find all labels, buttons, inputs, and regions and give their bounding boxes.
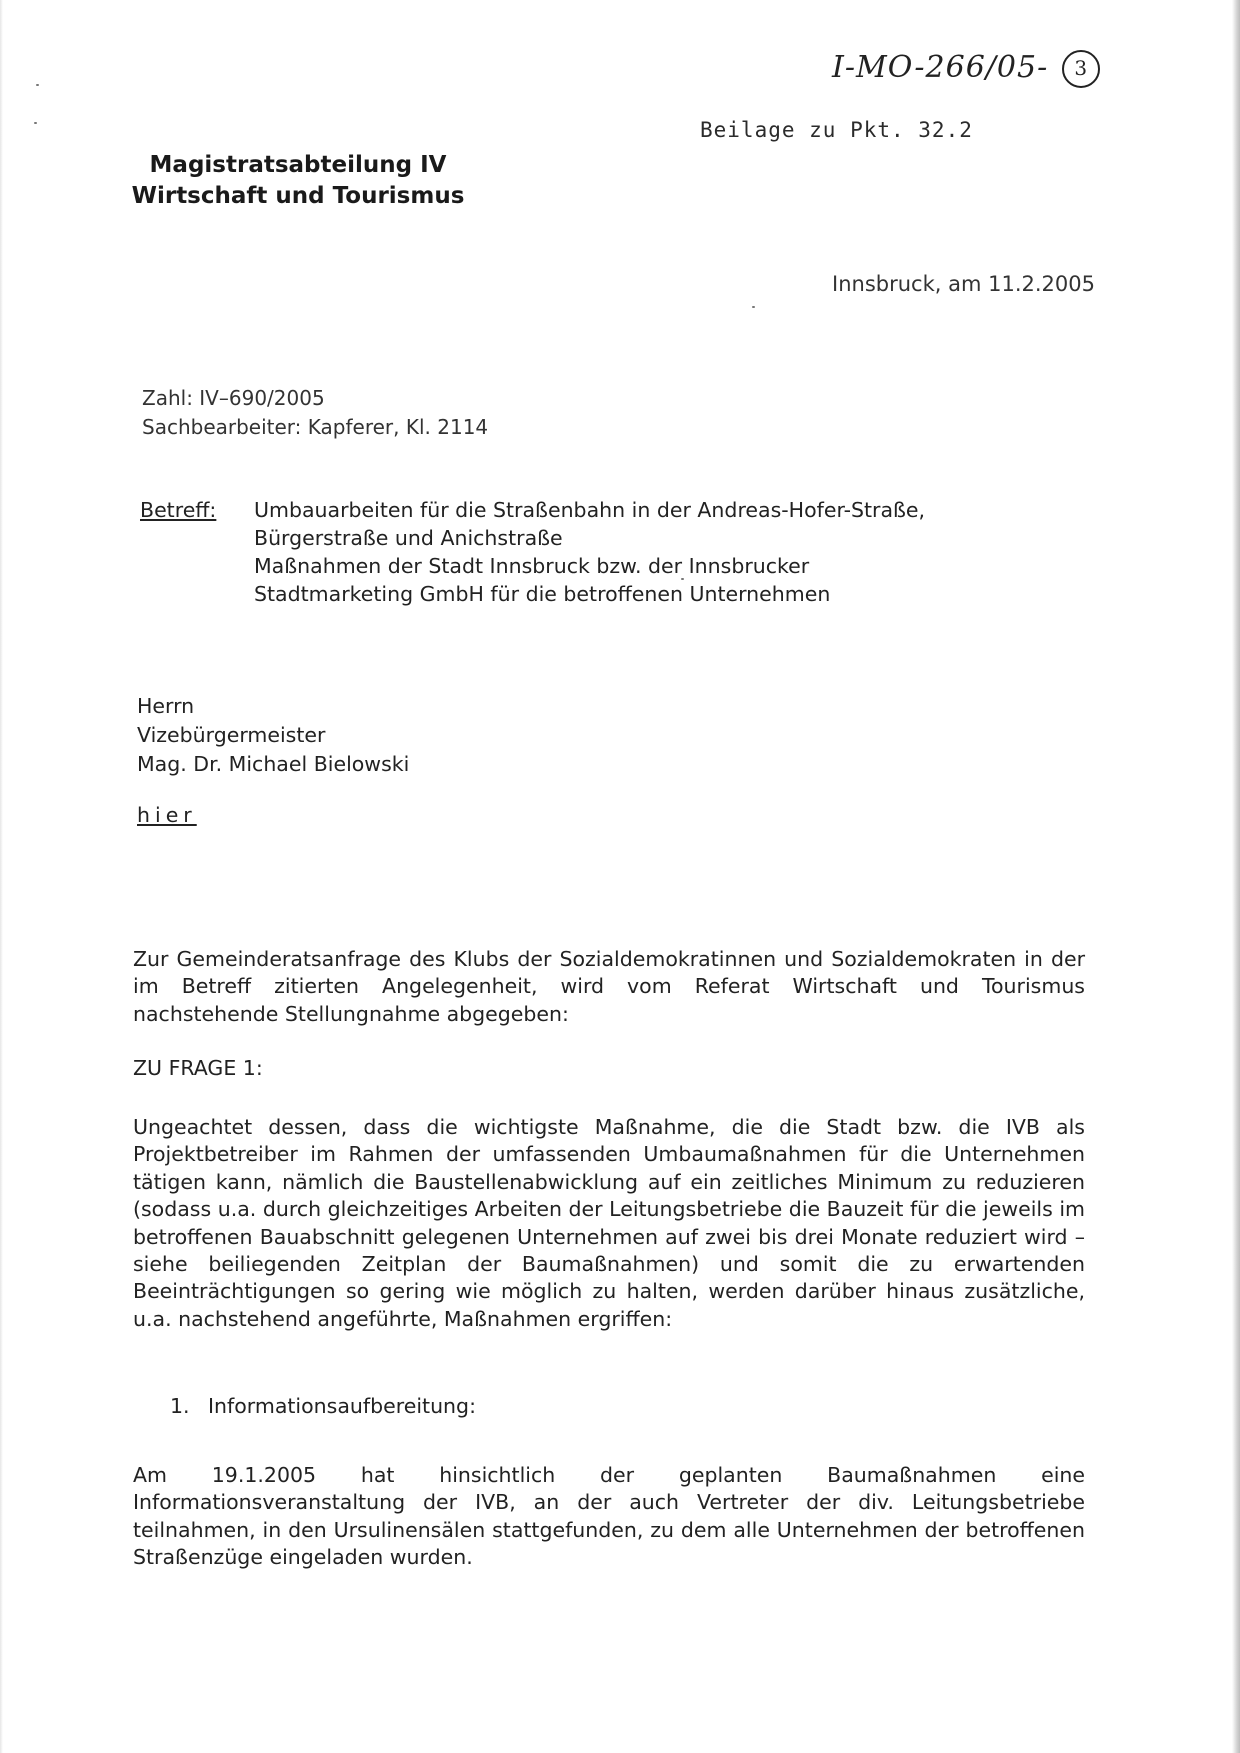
file-number: Zahl: IV–690/2005 (142, 386, 325, 410)
subject-line: Umbauarbeiten für die Straßenbahn in der Andreas-Hofer-Straße, (254, 498, 926, 522)
scan-right-edge (1232, 0, 1240, 1753)
scan-speck (36, 84, 39, 86)
subject-line: Stadtmarketing GmbH für die betroffenen Unternehmen (254, 582, 831, 606)
handwritten-reference (832, 50, 1100, 88)
handwritten-reference-text: I-MO-266/05- (832, 50, 1049, 85)
answer-paragraph: Ungeachtet dessen, dass die wichtigste Maßnahme, die die Stadt bzw. die IVB als Projektbetreiber im Rahmen der umfassenden Umbaumaßnahmen für die Unternehmen tätigen kann, nämlich die Baustellenabwicklung auf ein zeitliches Minimum zu reduzieren (sodass u.a. durch gleichzeitiges Arbeiten der Leitungsbetriebe die Bauzeit für die jeweils im betroffenen Bauabschnitt gelegenen Unternehmen auf zwei bis drei Monate reduziert wird – siehe beiliegenden Zeitplan der Baumaßnahmen) und somit die zu erwartenden Beeinträchtigungen so gering wie möglich zu halten, werden darüber hinaus zusätzliche, u.a. nachstehend angeführte, Maßnahmen ergriffen: (133, 1115, 1085, 1331)
addressee-salutation: Herrn (137, 694, 195, 718)
department-name: Magistratsabteilung IV (149, 152, 447, 178)
subject-line: Maßnahmen der Stadt Innsbruck bzw. der Innsbrucker (254, 554, 810, 578)
attachment-note: Beilage zu Pkt. 32.2 (700, 118, 973, 142)
scan-left-edge (0, 0, 3, 1753)
addressee-block (137, 692, 409, 779)
intro-paragraph: Zur Gemeinderatsanfrage des Klubs der Sozialdemokratinnen und Sozialdemokraten in der im Betreff zitierten Angelegenheit, wird vom Referat Wirtschaft und Tourismus nachstehende Stellungnahme abgegeben: (133, 947, 1085, 1026)
subject-lines (254, 496, 1154, 608)
subject-label: Betreff: (140, 498, 217, 522)
addressee-name: Mag. Dr. Michael Bielowski (137, 752, 410, 776)
department-division: Wirtschaft und Tourismus (131, 183, 465, 209)
reference-block (142, 384, 488, 442)
place-date: Innsbruck, am 11.2.2005 (832, 272, 1095, 296)
subject-line: Bürgerstraße und Anichstraße (254, 526, 563, 550)
list-item-text: Informationsaufbereitung: (208, 1394, 476, 1418)
case-officer: Sachbearbeiter: Kapferer, Kl. 2114 (142, 415, 489, 439)
question-heading: ZU FRAGE 1: (133, 1056, 263, 1080)
addressee-title: Vizebürgermeister (137, 723, 326, 747)
scan-speck (34, 122, 37, 124)
addressee-location: hier (137, 803, 197, 827)
list-item (170, 1393, 770, 1420)
scan-speck (752, 306, 755, 308)
department-header (128, 150, 468, 212)
information-paragraph: Am 19.1.2005 hat hinsichtlich der geplanten Baumaßnahmen eine Informationsveranstaltung der IVB, an der auch Vertreter der div. Leitungsbetriebe teilnahmen, in den Ursulinensälen stattgefunden, zu dem alle Unternehmen der betroffenen Straßenzüge eingeladen wurden. (133, 1463, 1085, 1570)
list-item-number: 1. (170, 1394, 190, 1418)
circled-number: 3 (1062, 50, 1100, 88)
